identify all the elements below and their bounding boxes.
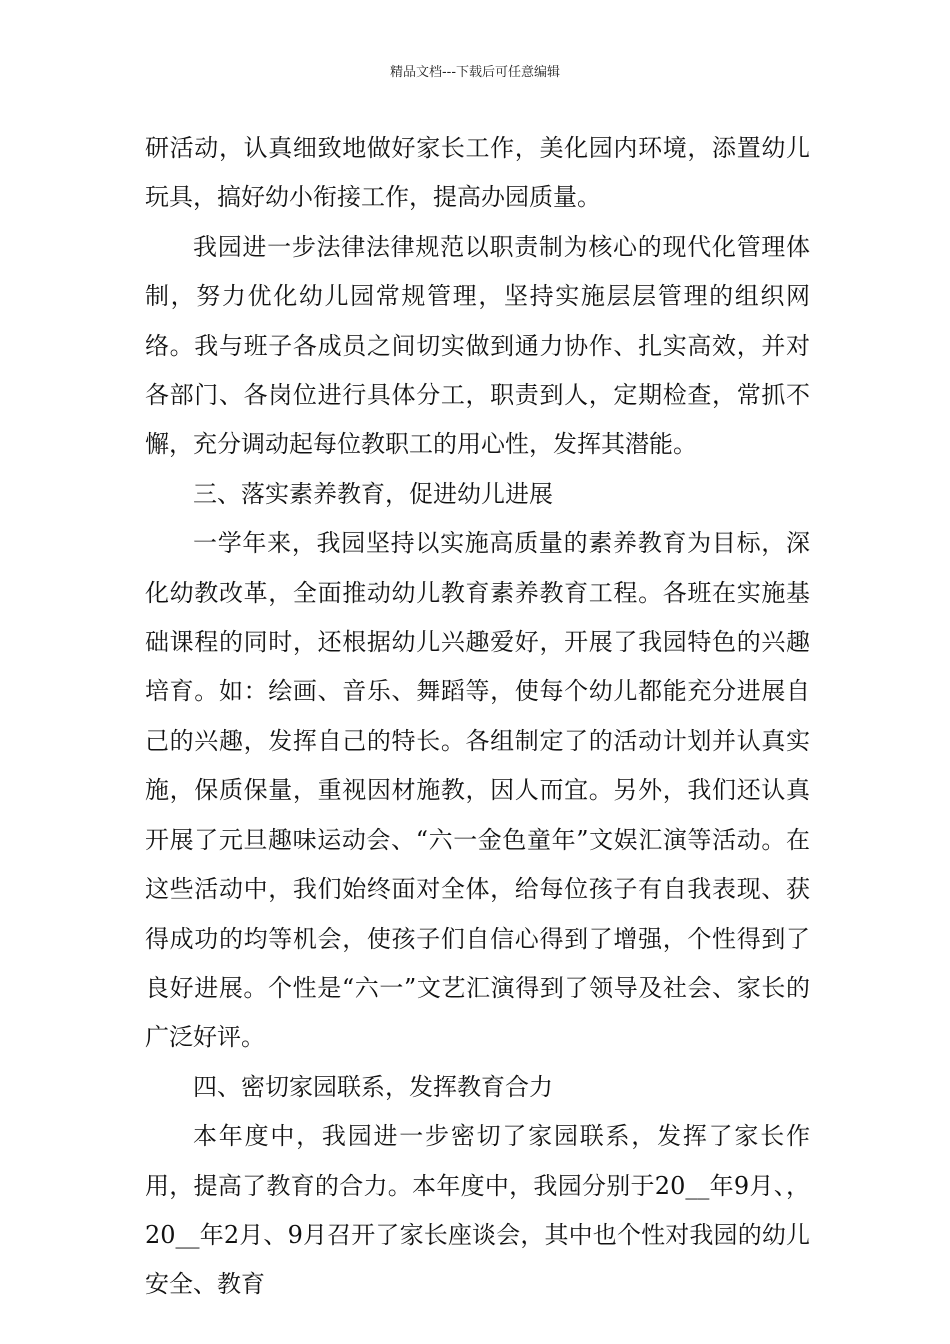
page-header: 精品文档---下载后可任意编辑 (389, 65, 561, 80)
section-heading-home-school: 四、密切家园联系，发挥教育合力 (193, 1072, 553, 1101)
paragraph-continuation: 研活动，认真细致地做好家长工作，美化园内环境，添置幼儿玩具，搞好幼小衔接工作，提高办园质量。 (145, 134, 810, 212)
paragraph-home-school: 本年度中，我园进一步密切了家园联系，发挥了家长作用，提高了教育的合力。本年度中，我园分别于20__年9月、，20__年2月、9月召开了家长座谈会，其中也个性对我园的幼儿安全、教育 (145, 1122, 810, 1299)
paragraph-management: 我园进一步法律法律规范以职责制为核心的现代化管理体制，努力优化幼儿园常规管理，坚持实施层层管理的组织网络。我与班子各成员之间切实做到通力协作、扎实高效，并对各部门、各岗位进行具体分工，职责到人，定期检查，常抓不懈，充分调动起每位教职工的用心性，发挥其潜能。 (145, 232, 810, 459)
document-body (145, 124, 810, 1310)
section-heading-quality-education: 三、落实素养教育，促进幼儿进展 (193, 479, 553, 508)
paragraph-quality-education: 一学年来，我园坚持以实施高质量的素养教育为目标，深化幼教改革，全面推动幼儿教育素养教育工程。各班在实施基础课程的同时，还根据幼儿兴趣爱好，开展了我园特色的兴趣培育。如：绘画、音乐、舞蹈等，使每个幼儿都能充分进展自己的兴趣，发挥自己的特长。各组制定了的活动计划并认真实施，保质保量，重视因材施教，因人而宜。另外，我们还认真开展了元旦趣味运动会、“六一金色童年”文娱汇演等活动。在这些活动中，我们始终面对全体，给每位孩子有自我表现、获得成功的均等机会，使孩子们自信心得到了增强，个性得到了良好进展。个性是“六一”文艺汇演得到了领导及社会、家长的广泛好评。 (145, 529, 810, 1052)
